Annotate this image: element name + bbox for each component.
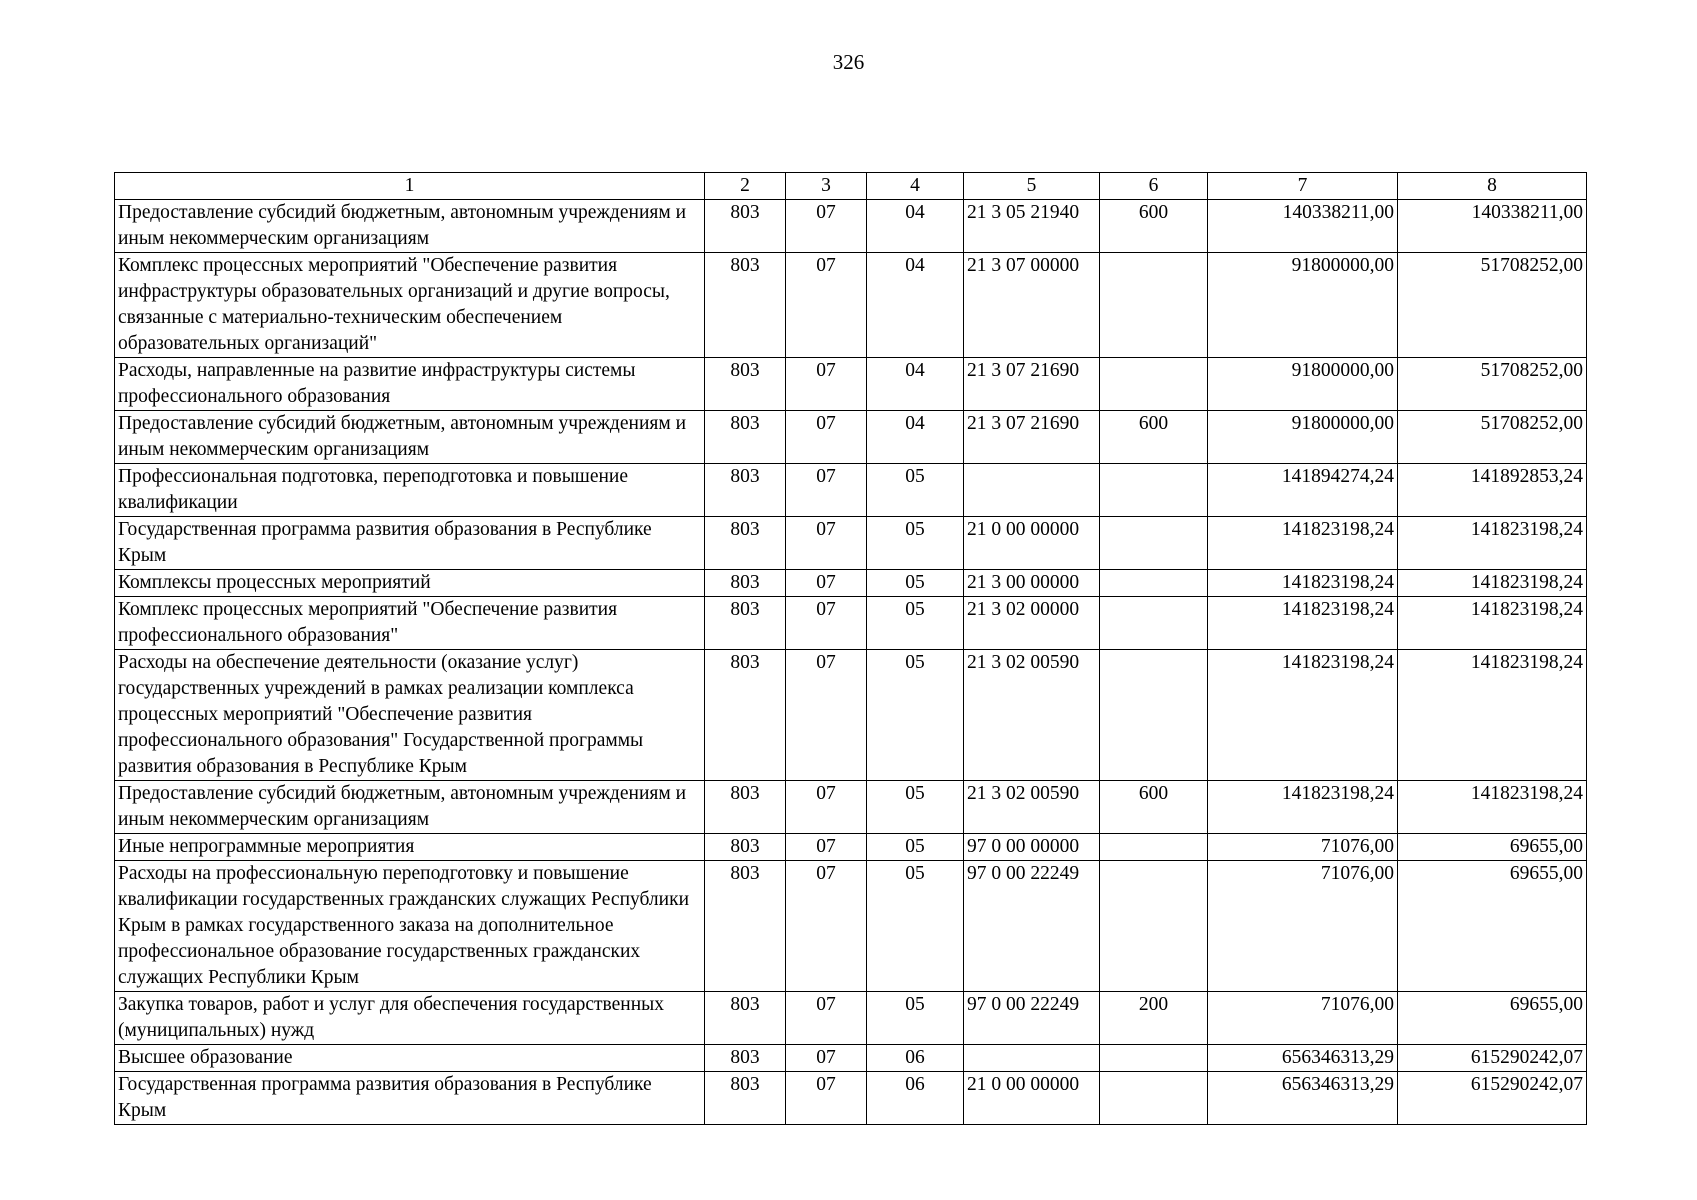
target-article-cell: 21 0 00 00000 [964,1072,1100,1125]
amount-cell-7: 71076,00 [1208,834,1398,861]
section-cell: 07 [786,992,867,1045]
target-article-cell: 21 3 02 00000 [964,597,1100,650]
admin-code-cell: 803 [705,597,786,650]
table-row [115,834,1587,861]
table-row [115,650,1587,781]
amount-cell-7: 141823198,24 [1208,650,1398,781]
subsection-cell: 05 [867,464,964,517]
subsection-cell: 04 [867,200,964,253]
table-row [115,992,1587,1045]
admin-code-cell: 803 [705,834,786,861]
subsection-cell: 05 [867,834,964,861]
column-header: 5 [964,173,1100,200]
amount-cell-7: 71076,00 [1208,992,1398,1045]
row-name-cell: Расходы на профессиональную переподготовку и повышение квалификации государственных гражданских служащих Республики Крым в рамках государственного заказа на дополнительное профессиональное образование государственных гражданских служащих Республики Крым [115,861,705,992]
row-name-cell: Комплексы процессных мероприятий [115,570,705,597]
target-article-cell: 97 0 00 00000 [964,834,1100,861]
expense-type-cell [1100,650,1208,781]
row-name-cell: Расходы на обеспечение деятельности (оказание услуг) государственных учреждений в рамках реализации комплекса процессных мероприятий "Обеспечение развития профессионального образования" Государственной программы развития образования в Республике Крым [115,650,705,781]
target-article-cell: 21 3 07 00000 [964,253,1100,358]
target-article-cell [964,1045,1100,1072]
amount-cell-8: 140338211,00 [1398,200,1587,253]
subsection-cell: 05 [867,992,964,1045]
admin-code-cell: 803 [705,358,786,411]
column-header: 4 [867,173,964,200]
subsection-cell: 05 [867,597,964,650]
target-article-cell: 97 0 00 22249 [964,861,1100,992]
table-row [115,597,1587,650]
table-row [115,464,1587,517]
amount-cell-7: 656346313,29 [1208,1072,1398,1125]
row-name-cell: Предоставление субсидий бюджетным, автономным учреждениям и иным некоммерческим организациям [115,200,705,253]
expense-type-cell [1100,597,1208,650]
subsection-cell: 04 [867,253,964,358]
admin-code-cell: 803 [705,992,786,1045]
column-header: 6 [1100,173,1208,200]
amount-cell-7: 141823198,24 [1208,781,1398,834]
section-cell: 07 [786,650,867,781]
section-cell: 07 [786,358,867,411]
expense-type-cell: 600 [1100,200,1208,253]
expense-type-cell [1100,1045,1208,1072]
amount-cell-8: 141823198,24 [1398,650,1587,781]
expense-type-cell [1100,517,1208,570]
subsection-cell: 06 [867,1072,964,1125]
section-cell: 07 [786,464,867,517]
row-name-cell: Предоставление субсидий бюджетным, автономным учреждениям и иным некоммерческим организациям [115,411,705,464]
section-cell: 07 [786,200,867,253]
target-article-cell: 21 3 07 21690 [964,411,1100,464]
amount-cell-8: 141823198,24 [1398,517,1587,570]
row-name-cell: Закупка товаров, работ и услуг для обеспечения государственных (муниципальных) нужд [115,992,705,1045]
amount-cell-8: 51708252,00 [1398,411,1587,464]
section-cell: 07 [786,517,867,570]
admin-code-cell: 803 [705,781,786,834]
amount-cell-8: 51708252,00 [1398,358,1587,411]
column-header: 8 [1398,173,1587,200]
amount-cell-7: 141823198,24 [1208,517,1398,570]
target-article-cell: 97 0 00 22249 [964,992,1100,1045]
target-article-cell: 21 3 02 00590 [964,650,1100,781]
target-article-cell: 21 3 07 21690 [964,358,1100,411]
row-name-cell: Высшее образование [115,1045,705,1072]
expense-type-cell: 600 [1100,411,1208,464]
subsection-cell: 05 [867,861,964,992]
amount-cell-8: 69655,00 [1398,834,1587,861]
table-row [115,411,1587,464]
table-header-row [115,173,1587,200]
amount-cell-7: 141823198,24 [1208,597,1398,650]
subsection-cell: 05 [867,570,964,597]
expense-type-cell [1100,358,1208,411]
column-header: 3 [786,173,867,200]
row-name-cell: Профессиональная подготовка, переподготовка и повышение квалификации [115,464,705,517]
amount-cell-7: 141823198,24 [1208,570,1398,597]
admin-code-cell: 803 [705,570,786,597]
row-name-cell: Комплекс процессных мероприятий "Обеспечение развития профессионального образования" [115,597,705,650]
table-row [115,358,1587,411]
section-cell: 07 [786,781,867,834]
table-row [115,200,1587,253]
expense-type-cell [1100,464,1208,517]
column-header: 2 [705,173,786,200]
subsection-cell: 06 [867,1045,964,1072]
admin-code-cell: 803 [705,253,786,358]
amount-cell-7: 140338211,00 [1208,200,1398,253]
column-header: 1 [115,173,705,200]
target-article-cell [964,464,1100,517]
subsection-cell: 04 [867,411,964,464]
expense-type-cell [1100,861,1208,992]
admin-code-cell: 803 [705,411,786,464]
row-name-cell: Предоставление субсидий бюджетным, автономным учреждениям и иным некоммерческим организациям [115,781,705,834]
amount-cell-7: 656346313,29 [1208,1045,1398,1072]
expense-type-cell: 200 [1100,992,1208,1045]
table-row [115,861,1587,992]
expense-type-cell [1100,834,1208,861]
section-cell: 07 [786,411,867,464]
amount-cell-8: 141823198,24 [1398,570,1587,597]
section-cell: 07 [786,861,867,992]
target-article-cell: 21 0 00 00000 [964,517,1100,570]
admin-code-cell: 803 [705,861,786,992]
page-number: 326 [832,50,865,74]
subsection-cell: 05 [867,781,964,834]
admin-code-cell: 803 [705,1072,786,1125]
table-row [115,1072,1587,1125]
row-name-cell: Расходы, направленные на развитие инфраструктуры системы профессионального образования [115,358,705,411]
amount-cell-7: 71076,00 [1208,861,1398,992]
amount-cell-8: 615290242,07 [1398,1045,1587,1072]
amount-cell-8: 69655,00 [1398,861,1587,992]
admin-code-cell: 803 [705,517,786,570]
expense-type-cell: 600 [1100,781,1208,834]
section-cell: 07 [786,1072,867,1125]
amount-cell-8: 615290242,07 [1398,1072,1587,1125]
row-name-cell: Комплекс процессных мероприятий "Обеспечение развития инфраструктуры образовательных организаций и другие вопросы, связанные с материально-техническим обеспечением образовательных организаций" [115,253,705,358]
table-row [115,781,1587,834]
admin-code-cell: 803 [705,650,786,781]
amount-cell-8: 141823198,24 [1398,781,1587,834]
table-row [115,517,1587,570]
target-article-cell: 21 3 02 00590 [964,781,1100,834]
table-row [115,253,1587,358]
table-row [115,570,1587,597]
table-row [115,1045,1587,1072]
section-cell: 07 [786,253,867,358]
amount-cell-7: 91800000,00 [1208,358,1398,411]
column-header: 7 [1208,173,1398,200]
expense-type-cell [1100,253,1208,358]
amount-cell-8: 141823198,24 [1398,597,1587,650]
amount-cell-7: 91800000,00 [1208,411,1398,464]
subsection-cell: 04 [867,358,964,411]
expense-type-cell [1100,570,1208,597]
subsection-cell: 05 [867,650,964,781]
amount-cell-7: 141894274,24 [1208,464,1398,517]
admin-code-cell: 803 [705,200,786,253]
expense-type-cell [1100,1072,1208,1125]
row-name-cell: Государственная программа развития образования в Республике Крым [115,517,705,570]
row-name-cell: Государственная программа развития образования в Республике Крым [115,1072,705,1125]
row-name-cell: Иные непрограммные мероприятия [115,834,705,861]
section-cell: 07 [786,1045,867,1072]
admin-code-cell: 803 [705,1045,786,1072]
amount-cell-8: 141892853,24 [1398,464,1587,517]
budget-table [114,172,1587,1125]
target-article-cell: 21 3 05 21940 [964,200,1100,253]
section-cell: 07 [786,570,867,597]
subsection-cell: 05 [867,517,964,570]
amount-cell-8: 51708252,00 [1398,253,1587,358]
target-article-cell: 21 3 00 00000 [964,570,1100,597]
admin-code-cell: 803 [705,464,786,517]
amount-cell-8: 69655,00 [1398,992,1587,1045]
table-body [115,200,1587,1125]
amount-cell-7: 91800000,00 [1208,253,1398,358]
section-cell: 07 [786,597,867,650]
section-cell: 07 [786,834,867,861]
